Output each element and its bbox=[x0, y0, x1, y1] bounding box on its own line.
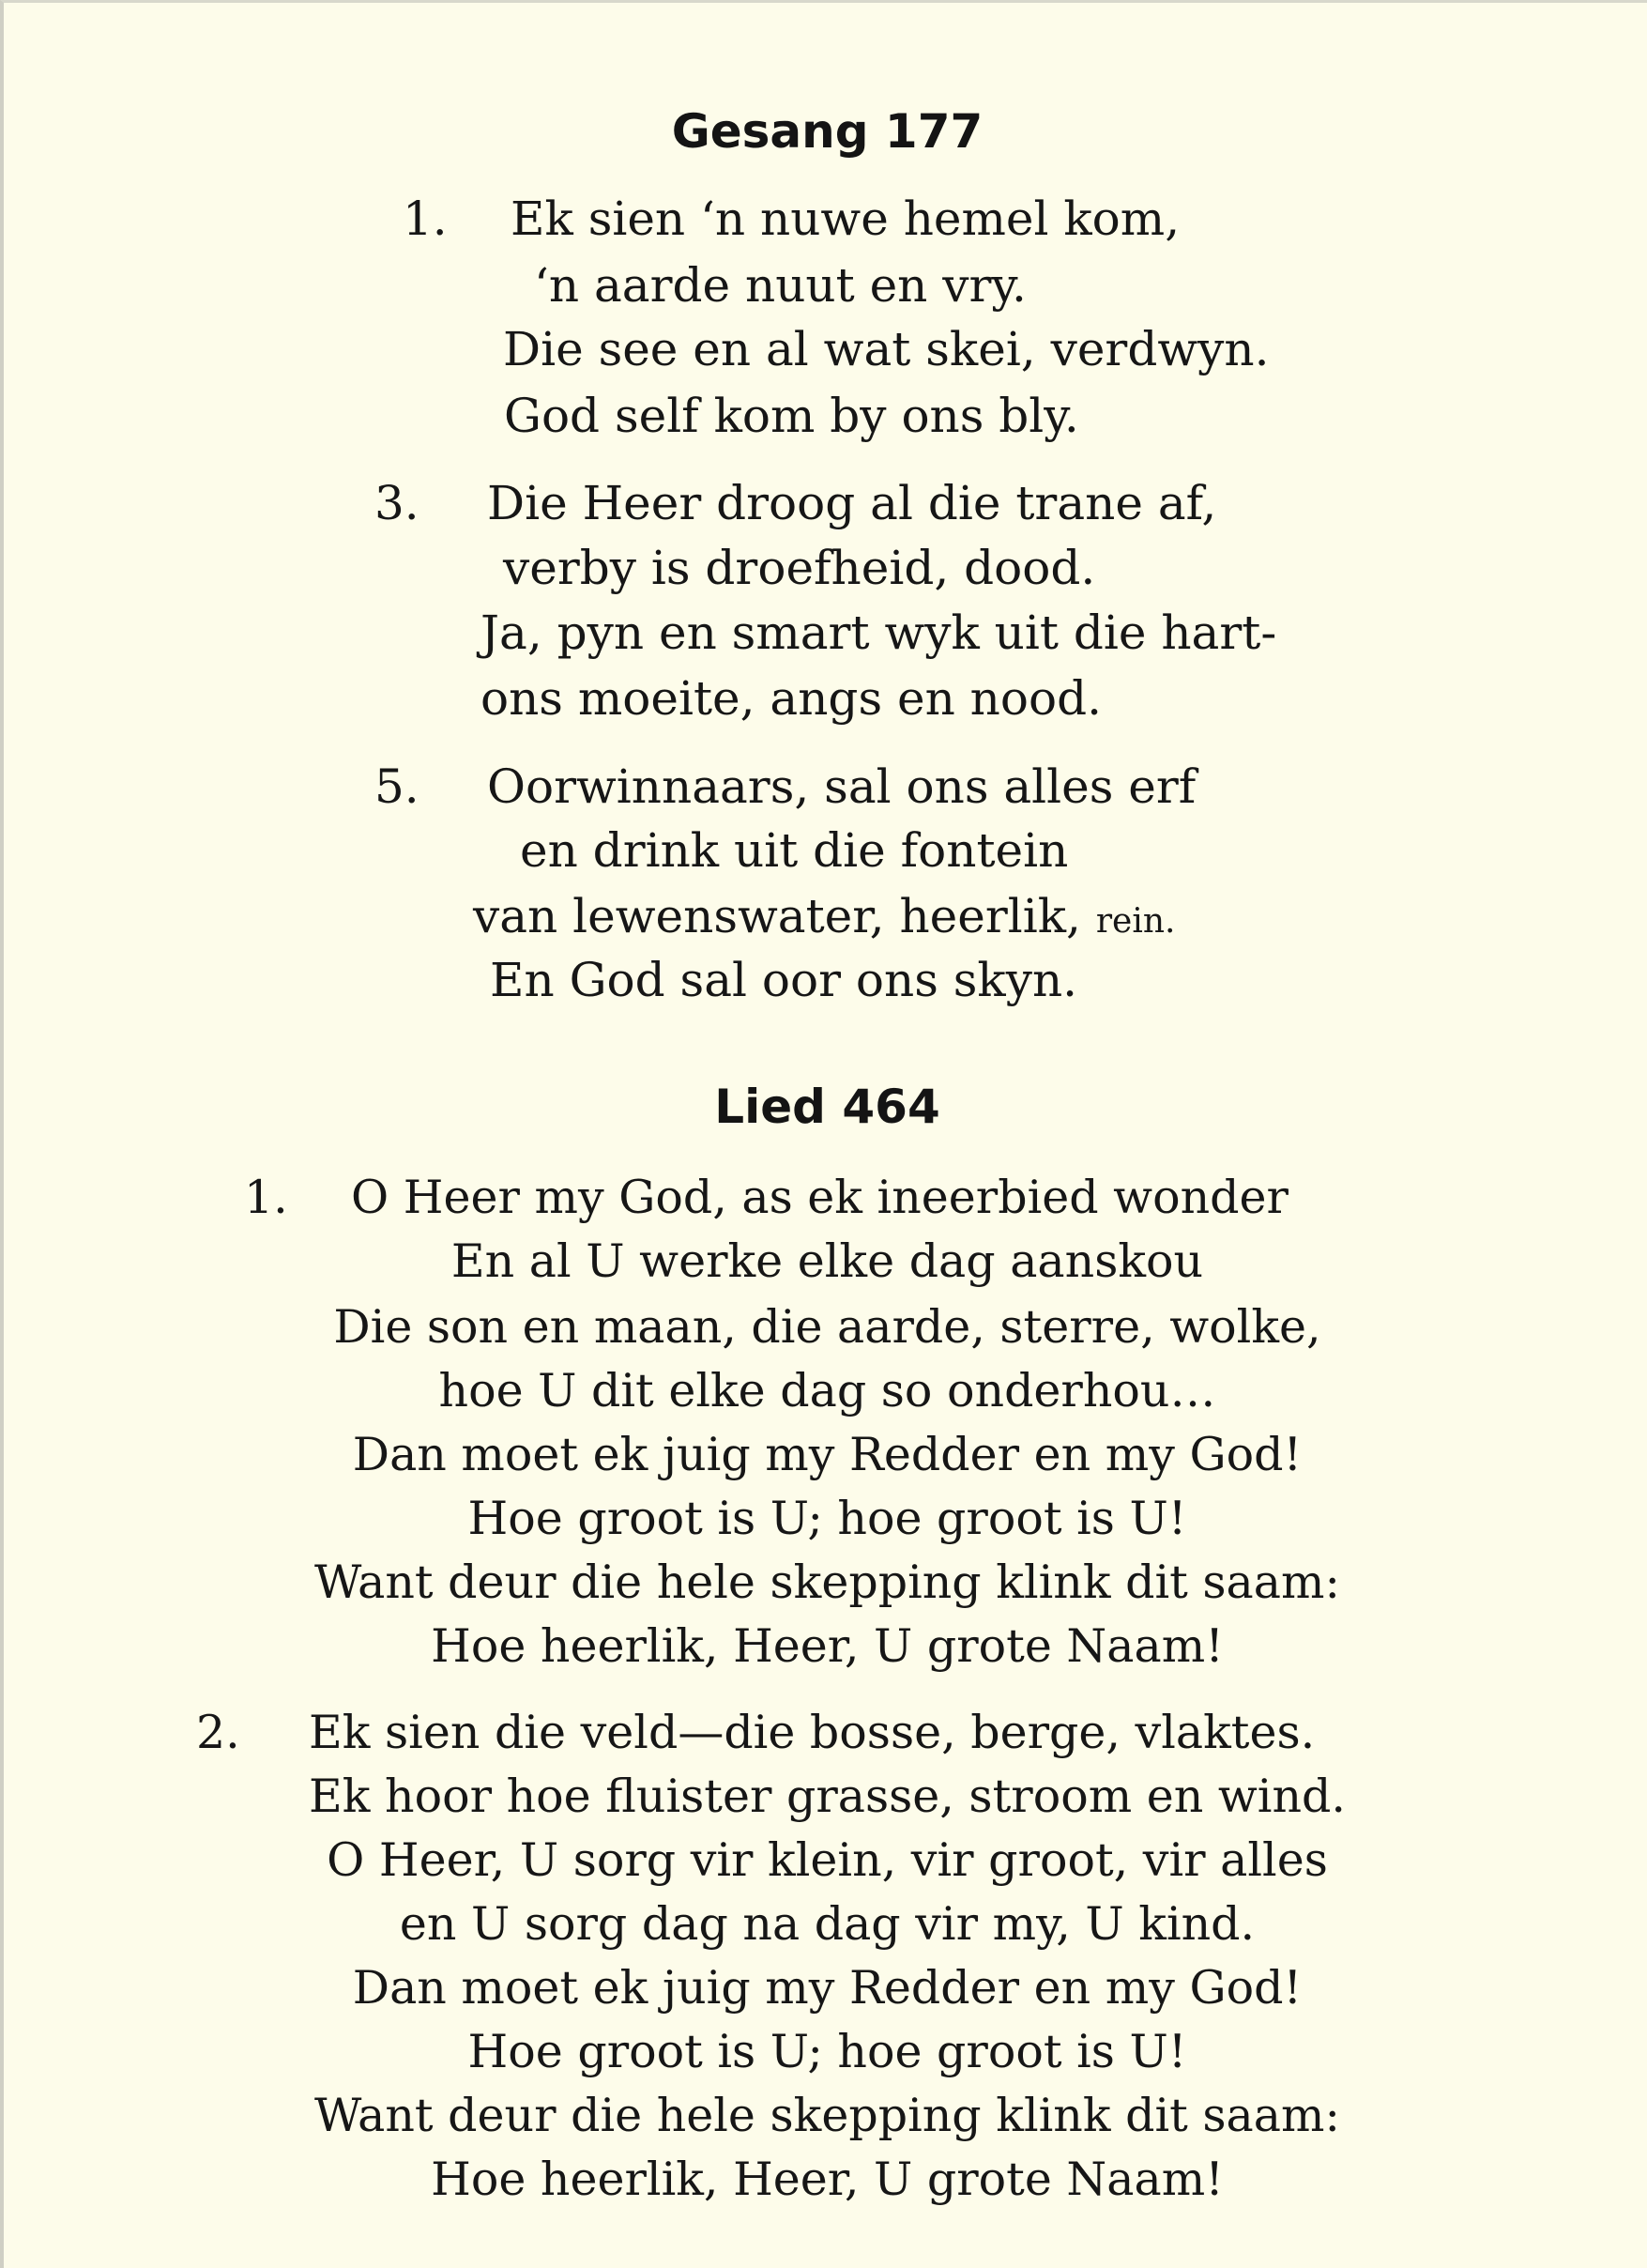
gesang-verse-5-line-2: en drink uit die fontein bbox=[520, 823, 1069, 878]
lied-verse-1-line-5: Dan moet ek juig my Redder en my God! bbox=[352, 1428, 1303, 1481]
gesang-verse-1-line-4: God self kom by ons bly. bbox=[504, 389, 1079, 443]
gesang-verse-3-line-3: Ja, pyn en smart wyk uit die hart- bbox=[480, 605, 1277, 660]
lied-verse-1-line-8: Hoe heerlik, Heer, U grote Naam! bbox=[431, 1619, 1224, 1673]
lied-title: Lied 464 bbox=[714, 1080, 940, 1134]
lied-verse-2-line-5: Dan moet ek juig my Redder en my God! bbox=[352, 1961, 1303, 2015]
gesang-verse-3-line-4: ons moeite, angs en nood. bbox=[480, 671, 1102, 726]
gesang-verse-5-line-1: Oorwinnaars, sal ons alles erf bbox=[487, 759, 1197, 814]
gesang-verse-1-line-2: ‘n aarde nuut en vry. bbox=[534, 258, 1027, 313]
gesang-verse-3-number: 3. bbox=[374, 476, 419, 530]
lied-verse-2-line-8: Hoe heerlik, Heer, U grote Naam! bbox=[431, 2153, 1224, 2206]
lied-verse-2-line-4: en U sorg dag na dag vir my, U kind. bbox=[399, 1897, 1256, 1951]
lied-verse-2-line-7: Want deur die hele skepping klink dit saam: bbox=[314, 2089, 1340, 2142]
gesang-verse-1-number: 1. bbox=[403, 192, 448, 246]
lied-verse-1-line-7: Want deur die hele skepping klink dit saam: bbox=[314, 1555, 1340, 1609]
lied-verse-1-line-3: Die son en maan, die aarde, sterre, wolke, bbox=[333, 1300, 1321, 1354]
gesang-verse-3-line-2: verby is droefheid, dood. bbox=[503, 541, 1096, 595]
lied-verse-1-line-4: hoe U dit elke dag so onderhou… bbox=[438, 1364, 1216, 1418]
gesang-verse-5-line-3 bbox=[473, 889, 1176, 943]
lied-verse-1-line-1: O Heer my God, as ek ineerbied wonder bbox=[351, 1171, 1289, 1224]
gesang-verse-3-line-1: Die Heer droog al die trane af, bbox=[487, 476, 1217, 530]
lied-verse-2-line-6: Hoe groot is U; hoe groot is U! bbox=[467, 2025, 1187, 2078]
lied-verse-1-number: 1. bbox=[244, 1171, 288, 1224]
lied-verse-2-line-2: Ek hoor hoe fluister grasse, stroom en wind. bbox=[309, 1770, 1346, 1823]
lied-verse-2-line-1: Ek sien die veld—die bosse, berge, vlaktes. bbox=[309, 1706, 1316, 1759]
gesang-verse-5-line-3-text: van lewenswater, heerlik, bbox=[473, 889, 1081, 943]
lied-verse-1-line-2: En al U werke elke dag aanskou bbox=[450, 1234, 1204, 1288]
gesang-title: Gesang 177 bbox=[671, 104, 984, 159]
gesang-verse-1-line-3: Die see en al wat skei, verdwyn. bbox=[503, 322, 1270, 376]
lied-verse-2-line-3: O Heer, U sorg vir klein, vir groot, vir alles bbox=[327, 1833, 1328, 1887]
gesang-verse-5-number: 5. bbox=[374, 759, 419, 814]
lied-verse-2-number: 2. bbox=[196, 1706, 240, 1759]
gesang-verse-5-line-3-suffix: rein. bbox=[1095, 902, 1176, 941]
gesang-verse-1-line-1: Ek sien ‘n nuwe hemel kom, bbox=[511, 192, 1181, 246]
gesang-verse-5-line-4: En God sal oor ons skyn. bbox=[490, 953, 1078, 1007]
lied-verse-1-line-6: Hoe groot is U; hoe groot is U! bbox=[467, 1492, 1187, 1545]
